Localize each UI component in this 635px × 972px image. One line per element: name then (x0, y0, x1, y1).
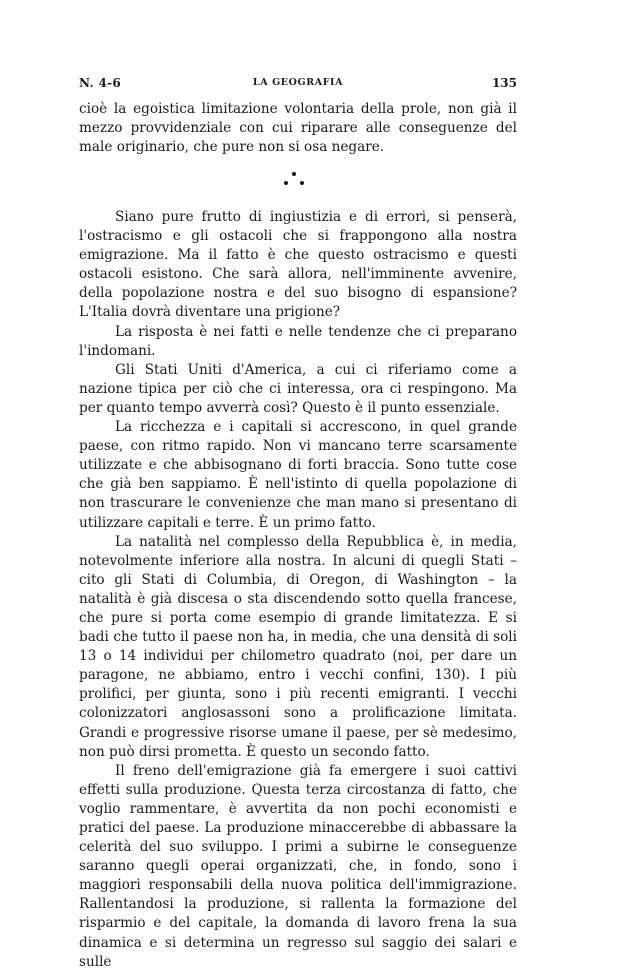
running-header (79, 76, 517, 94)
asterism-separator (280, 170, 308, 190)
asterism-dot-left (284, 181, 288, 185)
paragraph: La risposta è nei fatti e nelle tendenze che ci preparano l'indomani. (79, 323, 517, 359)
main-text (79, 208, 517, 972)
asterism-dot-top (292, 172, 296, 176)
page-number: 135 (491, 76, 517, 90)
asterism-dot-right (300, 181, 304, 185)
continued-text (79, 100, 517, 157)
paragraph: Il freno dell'emigrazione già fa emergere i suoi cattivi effetti sulla produzione. Questa terza circostanza di fatto, che voglio rammentare, è avvertita da non pochi economisti e pratici del paese. La produzione minaccerebbe di abbassare la celerità del suo sviluppo. I primi a subirne le conseguenze saranno quegli operai organizzati, che, in fondo, sono i maggiori responsabili della nuova politica dell'immigrazione. Rallentandosi la produzione, si rallenta la formazione del risparmio e del capitale, la domanda di lavoro frena la sua dinamica e si determina un regresso sul saggio dei salari e sulle (79, 762, 517, 970)
paragraph: La natalità nel complesso della Repubblica è, in media, notevolmente inferiore alla nostra. In alcuni di quegli Stati – cito gli Stati di Columbia, di Oregon, di Washington – la natalità è già discesa o sta discendendo sotto quella francese, che pure si porta come esempio di grande limitatezza. E si badi che tutto il paese non ha, in media, che una densità di soli 13 o 14 individui per chilometro quadrato (noi, per dare un paragone, ne abbiamo, entro i vecchi confini, 130). I più prolifici, per giunta, sono i più recenti emigranti. I vecchi colonizzatori anglosassoni sono a prolificazione limitata. Grandi e progressive risorse umane il paese, per sè medesimo, non può dirsi promettа. È questo un secondo fatto. (79, 533, 517, 760)
journal-title: LA GEOGRAFIA (252, 77, 344, 88)
continued-paragraph: cioè la egoistica limitazione volontaria della prole, non già il mezzo provvidenziale con cui riparare alle conseguenze del male originario, che pure non si osa negare. (79, 101, 517, 156)
paragraph: La ricchezza e i capitali si accrescono, in quel grande paese, con ritmo rapido. Non vi mancano terre scarsamente utilizzate e che abbisognano di forti braccia. Sono tutte cose che già ben sappiamo. È nell'istinto di quella popolazione di non trascurare le convenienze che man mano si presentano di utilizzare capitali e terre. È un primo fatto. (79, 419, 517, 531)
paragraph: Gli Stati Uniti d'America, a cui ci riferiamo come a nazione tipica per ciò che ci interessa, ora ci respingono. Ma per quanto tempo avverrà così? Questo è il punto essenziale. (79, 361, 517, 416)
issue-number: N. 4-6 (79, 76, 122, 90)
paragraph: Siano pure frutto di ingiustizia e di errori, si penserà, l'ostracismo e gli ostacoli che si frappongono alla nostra emigrazione. Ma il fatto è che questo ostracismo e questi ostacoli esistono. Che sarà allora, nell'imminente avvenire, della popolazione nostra e del suo bisogno di espansione? L'Italia dovrà diventare una prigione? (79, 209, 517, 321)
